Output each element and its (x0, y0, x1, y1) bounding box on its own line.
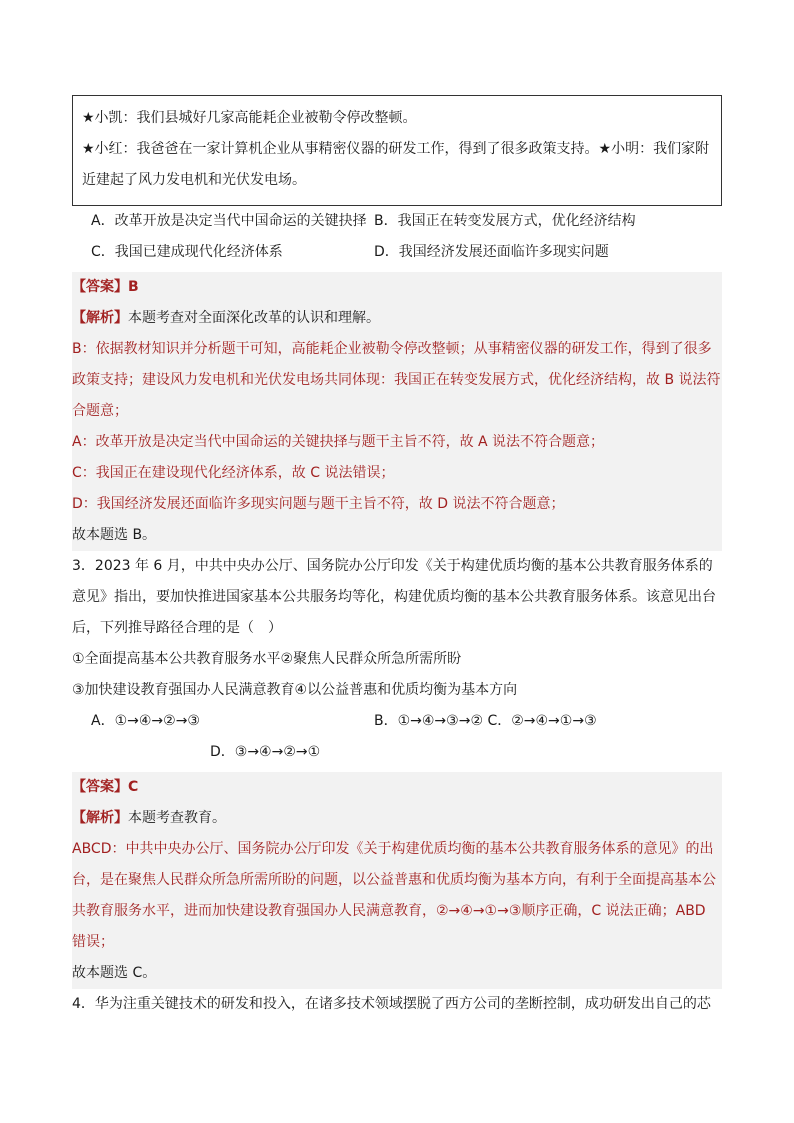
q3-item-2: ③加快建设教育强国办人民满意教育④以公益普惠和优质均衡为基本方向 (72, 682, 518, 698)
q2-analysis-conclusion: 故本题选 B。 (72, 527, 157, 543)
q2-analysis-intro-text: 本题考查对全面深化改革的认识和理解。 (128, 310, 380, 326)
q2-answer-block (72, 272, 722, 551)
q3-option-a: A．①→④→②→③ (91, 713, 200, 729)
q2-options-row-2 (72, 237, 722, 268)
q2-answer-value: B (128, 279, 139, 295)
q3-answer (72, 772, 722, 803)
q3-answer-value: C (128, 779, 139, 795)
q3-stem: 3．2023 年 6 月，中共中央办公厅、国务院办公厅印发《关于构建优质均衡的基本公共教育服务体系的意见》指出，要加快推进国家基本公共服务均等化，构建优质均衡的基本公共教育服务体系。该意见出台后，下列推导路径合理的是（ ） (72, 558, 716, 636)
scenario-line-2: ★小红：我爸爸在一家计算机企业从事精密仪器的研发工作，得到了很多政策支持。★小明：我们家附近建起了风力发电机和光伏发电场。 (82, 141, 710, 188)
scenario-line-1: ★小凯：我们县城好几家高能耗企业被勒令停改整顿。 (82, 110, 417, 126)
q2-answer (72, 272, 722, 303)
q3-options-row-1 (72, 706, 722, 737)
q3-option-bc: B．①→④→③→② C．②→④→①→③ (374, 713, 597, 729)
q2-analysis-a: A：改革开放是决定当代中国命运的关键抉择与题干主旨不符，故 A 说法不符合题意； (72, 434, 605, 450)
q3-analysis-body: ABCD：中共中央办公厅、国务院办公厅印发《关于构建优质均衡的基本公共教育服务体系的意见》的出台，是在聚焦人民群众所急所需所盼的问题，以公益普惠和优质均衡为基本方向，有利于全面提高基本公共教育服务水平，进而加快建设教育强国办人民满意教育，②→④→①→③顺序正确，C 说法正确；ABD 错误； (72, 841, 716, 950)
q2-options-row-1 (72, 206, 722, 237)
q2-option-a: A．改革开放是决定当代中国命运的关键抉择 (91, 213, 367, 229)
q3-answer-block (72, 772, 722, 989)
q2-analysis-b: B：依据教材知识并分析题干可知，高能耗企业被勒令停改整顿；从事精密仪器的研发工作，得到了很多政策支持；建设风力发电机和光伏发电场共同体现：我国正在转变发展方式，优化经济结构，故 B 说法符合题意； (72, 341, 721, 419)
q2-answer-label: 【答案】 (72, 279, 128, 295)
q3-analysis-conclusion: 故本题选 C。 (72, 965, 157, 981)
q2-analysis-d: D：我国经济发展还面临许多现实问题与题干主旨不符，故 D 说法不符合题意； (72, 496, 565, 512)
q3-analysis-intro-text: 本题考查教育。 (128, 810, 226, 826)
q2-option-b: B．我国正在转变发展方式，优化经济结构 (374, 213, 636, 229)
q2-analysis-label: 【解析】 (72, 310, 128, 326)
scenario-box (72, 95, 722, 206)
q2-analysis-c: C：我国正在建设现代化经济体系，故 C 说法错误； (72, 465, 395, 481)
q3-item-1: ①全面提高基本公共教育服务水平②聚焦人民群众所急所需所盼 (72, 651, 462, 667)
q3-option-d: D．③→④→②→① (210, 744, 321, 760)
q4-stem: 4．华为注重关键技术的研发和投入，在诸多技术领域摆脱了西方公司的垄断控制，成功研发出自己的芯 (72, 996, 711, 1012)
q3-answer-label: 【答案】 (72, 779, 128, 795)
q2-option-c: C．我国已建成现代化经济体系 (91, 244, 283, 260)
document-page (72, 95, 722, 1020)
q3-analysis-label: 【解析】 (72, 810, 128, 826)
q2-option-d: D．我国经济发展还面临许多现实问题 (374, 244, 609, 260)
q3-analysis-intro (72, 803, 722, 834)
q2-analysis-intro (72, 303, 722, 334)
